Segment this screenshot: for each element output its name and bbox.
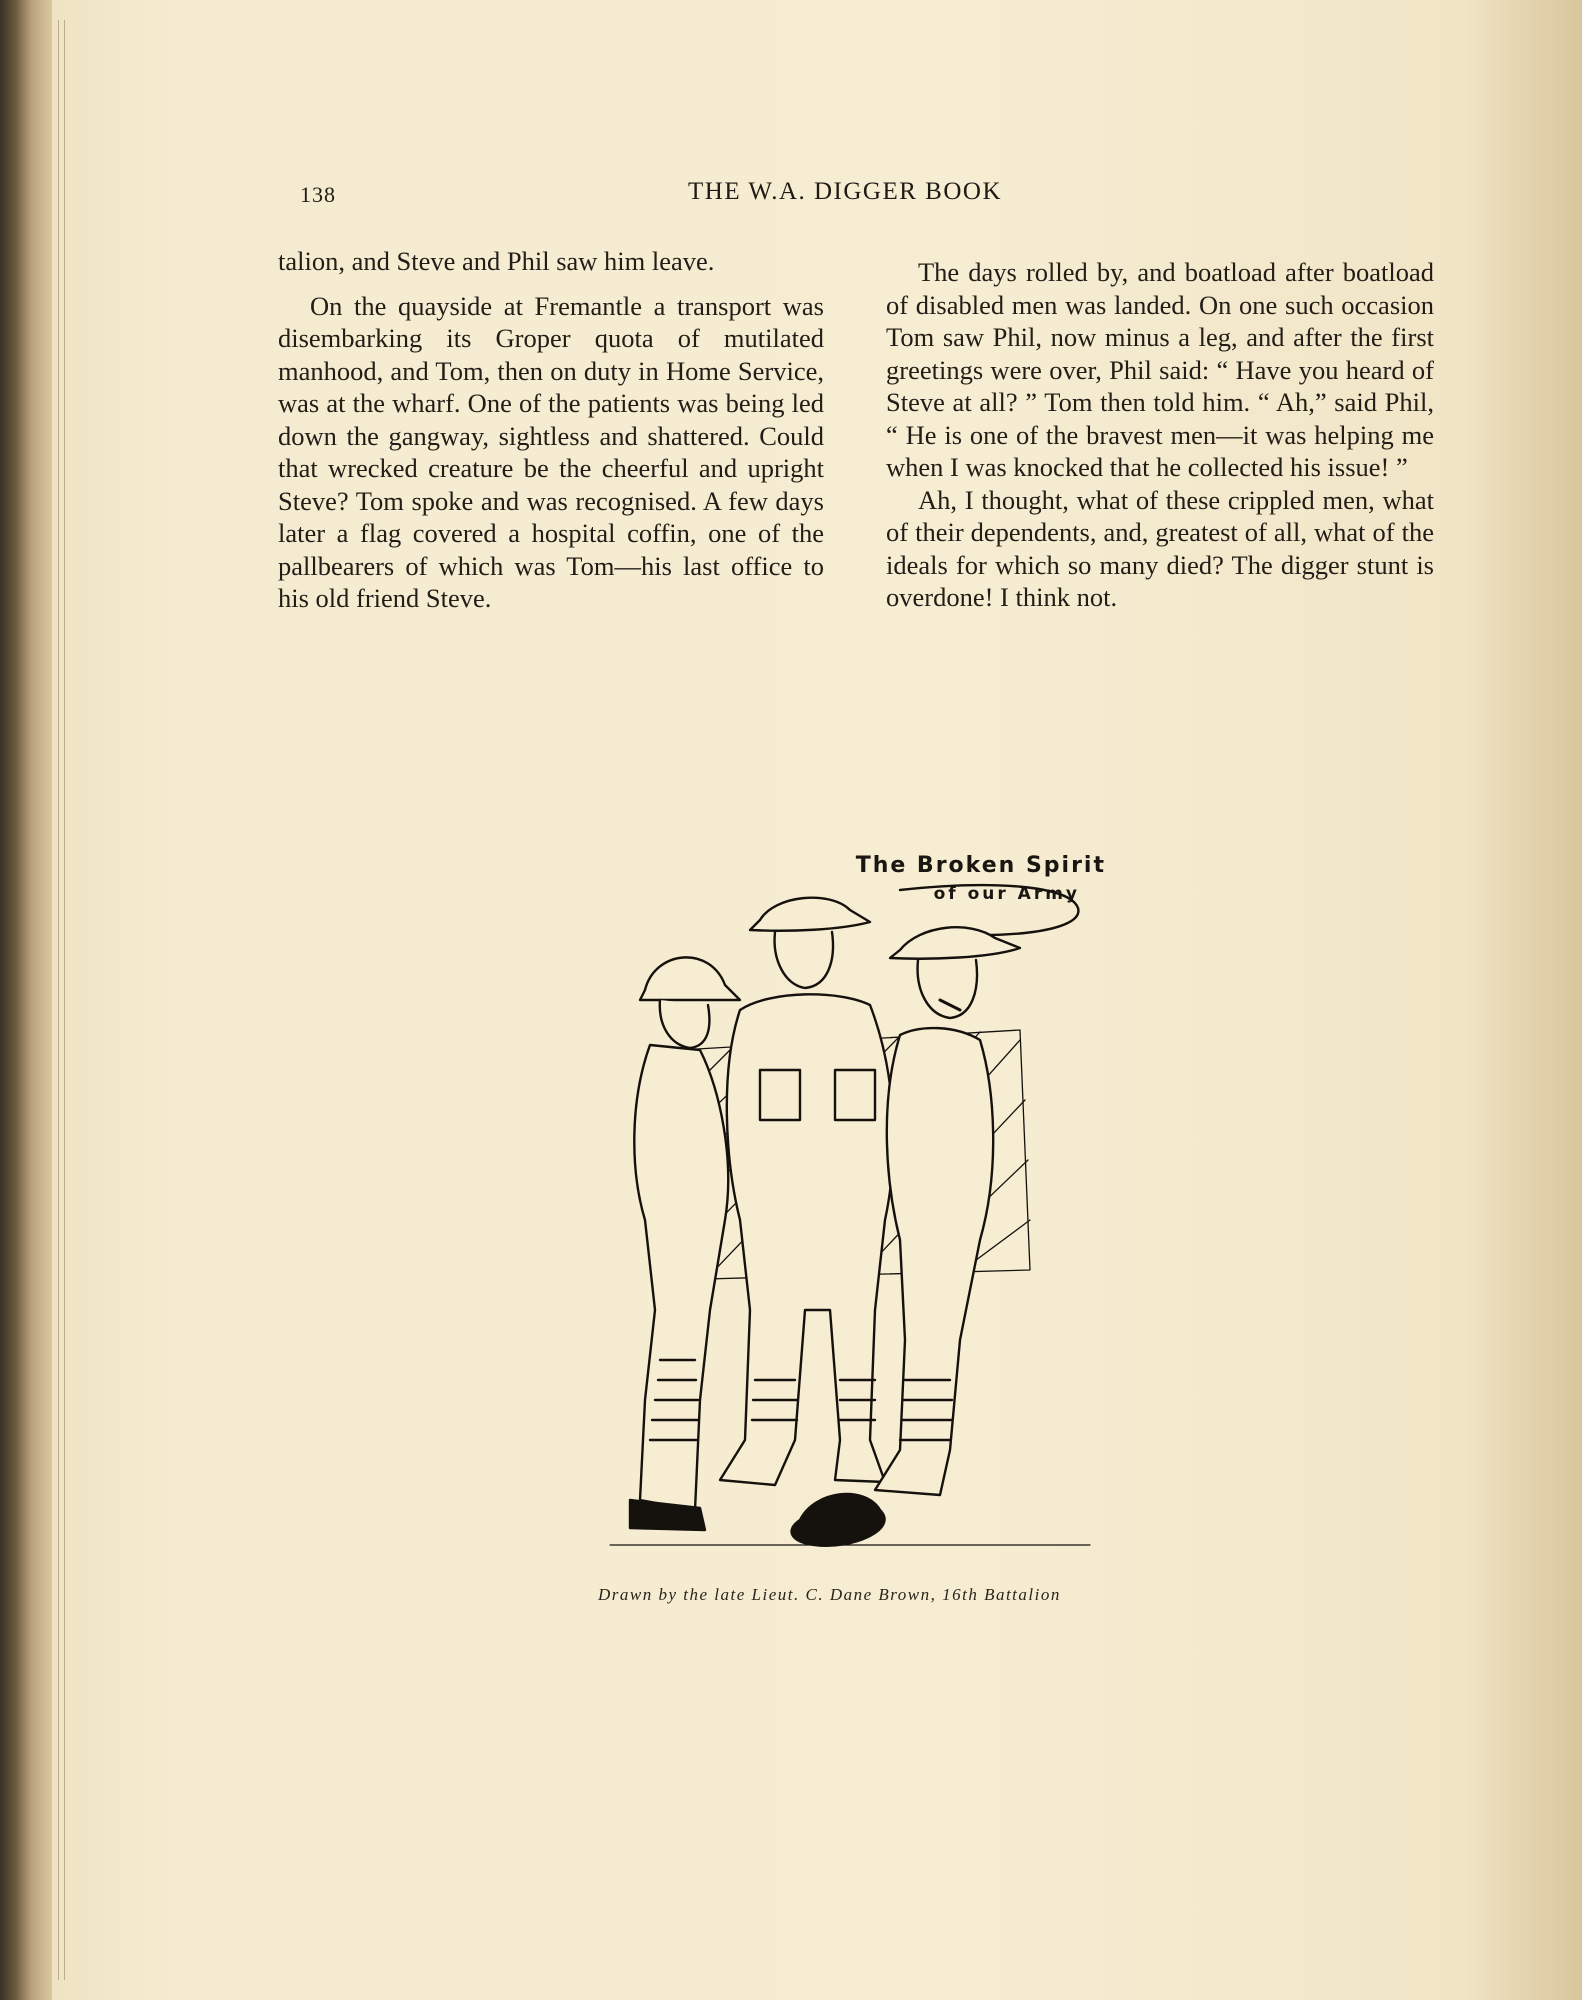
paragraph: Ah, I thought, what of these crippled men, what of their dependents, and, greatest of all, what of the ideals for which so many died? The digger stunt is overdone! I think not.: [886, 484, 1434, 612]
soldier-middle: [720, 898, 893, 1485]
book-binding: [0, 0, 52, 2000]
cartoon-title-line: The Broken Spirit: [855, 853, 1106, 878]
cartoon-title-line: of our Army: [933, 884, 1080, 904]
page-edge: [64, 20, 65, 1980]
right-column: [886, 256, 1434, 614]
page-number: 138: [300, 182, 336, 207]
page-header: [300, 178, 1440, 218]
paragraph: The days rolled by, and boatload after boatload of disabled men was landed. On one such occasion Tom saw Phil, now minus a leg, and after the first greetings were over, Phil said: “ Have you heard of Steve at all? ” Tom then told him. “ Ah,” said Phil, “ He is one of the bravest men—it was helping me when I was knocked that he collected his issue! ”: [886, 257, 1434, 482]
paragraph: On the quayside at Fremantle a transport was disembarking its Groper quota of mutilated manhood, and Tom, then on duty in Home Service, was at the wharf. One of the patients was being led down the gangway, sightless and shattered. Could that wrecked creature be the cheerful and upright Steve? Tom spoke and was recognised. A few days later a flag covered a hospital coffin, one of the pallbearers of which was Tom—his last office to his old friend Steve.: [278, 290, 824, 613]
illustration-caption: Drawn by the late Lieut. C. Dane Brown, 16th Battalion: [598, 1585, 1061, 1604]
page-edge: [58, 20, 59, 1980]
left-column: [278, 245, 824, 615]
paragraph: talion, and Steve and Phil saw him leave.: [278, 246, 715, 276]
running-title: THE W.A. DIGGER BOOK: [688, 178, 1003, 205]
cartoon-illustration: [600, 840, 1100, 1560]
